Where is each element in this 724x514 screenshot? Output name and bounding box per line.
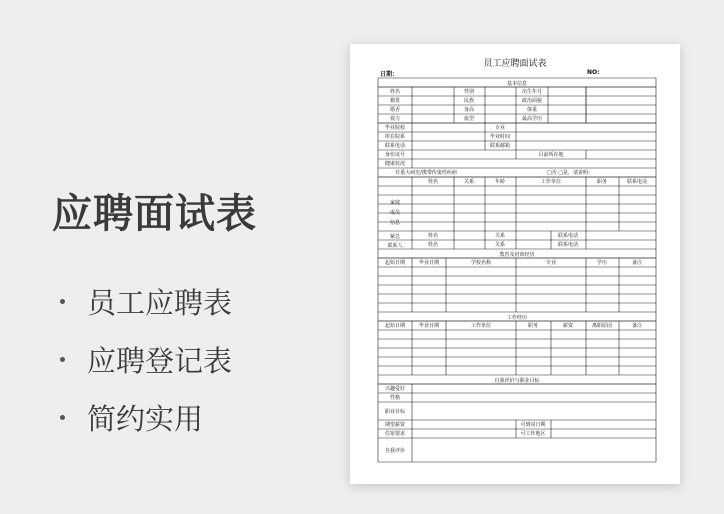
bullet-dot-icon [60,299,65,304]
section-education-title: 教育及培训经历 [499,252,535,258]
section-work-title: 工作经历 [506,315,528,321]
family-section-label: 成员 [389,210,401,216]
emergency-cell: 姓名 [427,242,439,248]
feature-list [60,272,232,446]
work-header: 毕业日期 [418,323,440,329]
emergency-label: 紧急 [389,234,401,240]
form-grid [350,44,680,484]
education-header: 学历 [596,260,608,266]
education-header: 学校名称 [470,260,492,266]
basic-field-label: 性别 [463,89,475,95]
date-label: 日期： [380,71,399,78]
self-eval-label: 职业目标 [384,409,406,415]
emergency-cell: 关系 [494,233,506,239]
form-title: 员工应聘面试表 [483,59,547,69]
disease-answer: □否 □是，请说明： [546,170,594,176]
self-eval-label: 可到岗日期 [520,422,546,428]
work-header: 工作单位 [470,323,492,329]
basic-field-label: 视力 [389,116,401,122]
education-header: 备注 [631,260,643,266]
self-eval-label: 兴趣爱好 [384,386,406,392]
basic-field-label: 专业 [494,125,506,131]
basic-field-label: 最高学历 [521,116,543,122]
feature-item [60,330,232,388]
basic-field-label: 出生年月 [521,89,543,95]
basic-field-label: 姓名 [389,89,401,95]
basic-field-label: 体重 [526,107,538,113]
basic-field-label: 健康状况 [384,161,406,167]
family-section-label: 信息 [389,220,401,226]
basic-field-label: 目前所在地 [538,152,564,158]
self-eval-label: 性格 [389,395,401,401]
basic-field-label: 婚否 [389,107,401,113]
promo-title: 应聘面试表 [52,191,257,237]
disease-question: 有重大病史/携带传染性疾病 [395,170,457,176]
self-eval-label: 期望薪资 [384,422,406,428]
basic-field-label: 身高 [463,107,475,113]
basic-field-label: 毕业时间 [489,134,511,140]
basic-field-label: 所在院系 [384,134,406,140]
basic-field-label: 民族 [463,98,475,104]
basic-field-label: 毕业院校 [384,125,406,131]
form-preview-sheet [350,44,680,484]
family-header: 关系 [463,179,475,185]
bullet-dot-icon [60,357,65,362]
basic-field-label: 政治面貌 [521,98,543,104]
section-basic-title: 基本信息 [506,81,528,87]
family-header: 工作单位 [540,179,562,185]
work-header: 薪资 [562,323,574,329]
feature-label: 应聘登记表 [87,343,233,378]
emergency-label: 联系人 [387,243,403,249]
basic-field-label: 身份证号 [384,152,406,158]
feature-item [60,272,232,330]
work-header: 备注 [631,323,643,329]
work-header: 离职原因 [591,323,613,329]
basic-field-label: 联系邮箱 [489,143,511,149]
emergency-cell: 关系 [494,242,506,248]
basic-field-label: 籍贯 [389,98,401,104]
self-eval-label: 可工作地区 [520,431,546,437]
education-header: 毕业日期 [418,260,440,266]
basic-field-label: 联系电话 [384,143,406,149]
feature-label: 员工应聘表 [87,285,233,320]
work-header: 起始日期 [384,323,406,329]
feature-label: 简约实用 [87,401,204,436]
basic-field-label: 血型 [463,116,475,122]
family-section-label: 家庭 [389,200,401,206]
education-header: 起始日期 [384,260,406,266]
section-self-eval-title: 自我评价与职业目标 [494,378,540,384]
education-header: 专业 [545,260,557,266]
self-eval-label: 住宿要求 [384,431,406,437]
family-header: 年龄 [494,179,506,185]
family-header: 姓名 [427,179,439,185]
no-label: NO: [587,69,600,76]
family-header: 职务 [596,179,608,185]
emergency-cell: 联系电话 [557,242,579,248]
family-header: 联系电话 [626,179,648,185]
emergency-cell: 姓名 [427,233,439,239]
work-header: 职务 [527,323,539,329]
self-eval-label: 自我评价 [384,448,406,454]
feature-item [60,388,232,446]
bullet-dot-icon [60,415,65,420]
emergency-cell: 联系电话 [557,233,579,239]
